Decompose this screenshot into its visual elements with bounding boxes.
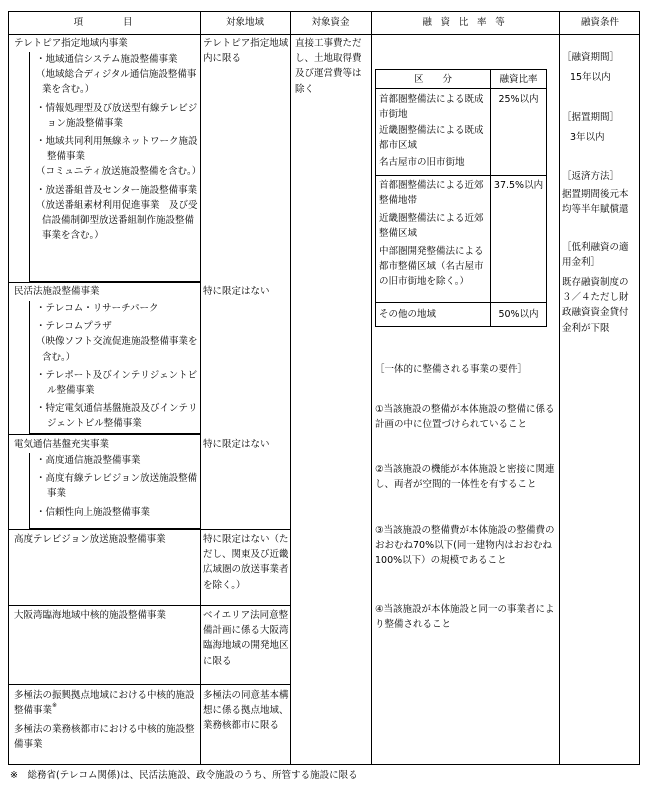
requirement-item: ①当該施設の整備が本体施設の整備に係る計画の中に位置づけられていること [375, 404, 555, 431]
ratio-row: 近畿圏整備法による既成都市区域 [379, 125, 484, 152]
ratio-value: 37.5%以内 [493, 180, 544, 191]
section-items [29, 301, 200, 434]
condition-value: 3年以内 [570, 132, 605, 143]
ratio-row: 中部圏開発整備法による都市整備区域（名古屋市の旧市街地を除く。） [379, 246, 484, 288]
condition-label: ［返済方法］ [562, 171, 620, 182]
ratio-row: その他の地域 [379, 309, 437, 320]
requirement-item: ③当該施設の整備費が本体施設の整備費のおおむね70%以下(同一建物内はおおむね100%以下）の規模であること [375, 525, 555, 567]
header-item: 項 目 [73, 17, 136, 28]
col-divider [290, 12, 291, 764]
ratio-header-division: 区 分 [413, 74, 452, 85]
condition-label: ［据置期間］ [562, 112, 620, 123]
header-ratio: 融 資 比 率 等 [422, 17, 508, 28]
condition-label: ［融資期間］ [562, 52, 620, 63]
list-item: （映像ソフト交流促進施設整備事業を含む。） [36, 336, 198, 363]
row-divider [9, 684, 290, 685]
list-item: ・テレコムプラザ [36, 321, 112, 333]
header-area: 対象地域 [225, 17, 264, 28]
list-item: （放送番組素材利用促進事業 及び受信設備制御型放送番組制作施設整備事業を含む。） [36, 199, 198, 242]
section-area: 特に限定はない（ただし、関東及び近畿広域圏の放送事業者を除く。） [203, 534, 289, 591]
section-title: 大阪湾臨海地域中核的施設整備事業 [14, 610, 167, 621]
footnote: ※ 総務省(テレコム関係)は、民活法施設、政令施設のうち、所管する施設に限る [10, 770, 358, 781]
ratio-row: 首都圏整備法による近郊整備地帯 [379, 180, 484, 207]
list-item: ・地域通信システム施設整備事業 [36, 54, 178, 65]
condition-value: 既存融資制度の３／４ただし財政融資資金貸付金利が下限 [562, 277, 629, 334]
condition-value: 据置期間後元本均等半年賦償還 [562, 189, 629, 216]
row-divider [9, 529, 290, 530]
section-area: テレトピア指定地域内に限る [203, 38, 289, 65]
ratio-col-divider [490, 70, 491, 326]
funds-text: 直接工事費ただし、土地取得費及び運営費等は除く [295, 38, 362, 95]
section-items [29, 453, 200, 529]
ratio-row: 首都圏整備法による既成市街地 [379, 94, 484, 121]
section-title: テレトピア指定地域内事業 [14, 38, 128, 49]
ratio-header-ratio: 融資比率 [499, 74, 538, 85]
section-items [29, 52, 200, 282]
list-item: ・地域共同利用無線ネットワーク施設整備事業 [36, 135, 198, 163]
row-divider [9, 434, 200, 435]
header-divider [9, 34, 639, 35]
section-area: ベイエリア法同意整備計画に係る大阪湾臨海地域の開発地区に限る [203, 610, 289, 667]
section-title: 民活法施設整備事業 [14, 286, 100, 297]
requirement-item: ②当該施設の機能が本体施設と密接に関連し、両者が空間的一体性を有すること [375, 464, 555, 491]
section-title: 電気通信基盤充実事業 [14, 439, 110, 450]
ratio-row-divider [376, 302, 546, 303]
list-item: ・信頼性向上施設整備事業 [36, 506, 151, 518]
col-divider [559, 12, 560, 764]
section-area: 多極法の同意基本構想に係る拠点地域、業務核都市に限る [203, 690, 289, 732]
list-item: ・情報処理型及び放送型有線テレビジョン施設整備事業 [36, 102, 198, 129]
list-item: ・高度有線テレビジョン放送施設整備事業 [36, 473, 198, 500]
section-title: 多極法の振興拠点地域における中核的施設整備事業※ [14, 690, 195, 717]
ratio-row-divider [376, 88, 546, 89]
ratio-row: 近畿圏整備法による近郊整備区域 [379, 213, 484, 240]
list-item: ・高度通信施設整備事業 [36, 455, 141, 466]
condition-value: 15年以内 [570, 72, 611, 83]
requirements-title: ［一体的に整備される事業の要件］ [375, 364, 528, 375]
col-divider [371, 12, 372, 764]
ratio-row-divider [376, 175, 546, 176]
section-area: 特に限定はない [203, 286, 270, 297]
ratio-value: 50%以内 [498, 309, 539, 320]
ratio-table [375, 69, 547, 327]
header-funds: 対象資金 [311, 17, 350, 28]
section-title: 高度テレビジョン放送施設整備事業 [14, 534, 166, 545]
header-conditions: 融資条件 [580, 17, 619, 28]
list-item: ・放送番組普及センター施設整備事業 [36, 184, 198, 196]
ratio-row: 名古屋市の旧市街地 [379, 157, 465, 168]
section-title: 多極法の業務核都市における中核的施設整備事業 [14, 724, 195, 751]
list-item: （コミュニティ放送施設整備を含む。） [36, 166, 202, 178]
list-item: （地域総合ディジタル通信施設整備事業を含む。） [36, 69, 197, 96]
ratio-value: 25%以内 [498, 94, 539, 105]
requirement-item: ④当該施設が本体施設と同一の事業者により整備されること [375, 604, 555, 631]
list-item: ・特定電気通信基盤施設及びインテリジェントビル整備事業 [36, 403, 198, 430]
list-item: ・テレポート及びインテリジェントビル整備事業 [36, 369, 198, 396]
row-divider [9, 605, 290, 606]
col-divider [200, 12, 201, 764]
list-item: ・テレコム・リサーチパーク [36, 303, 159, 314]
condition-label: ［低利融資の適用金利］ [562, 242, 629, 269]
row-divider [9, 282, 200, 283]
section-area: 特に限定はない [203, 439, 270, 450]
